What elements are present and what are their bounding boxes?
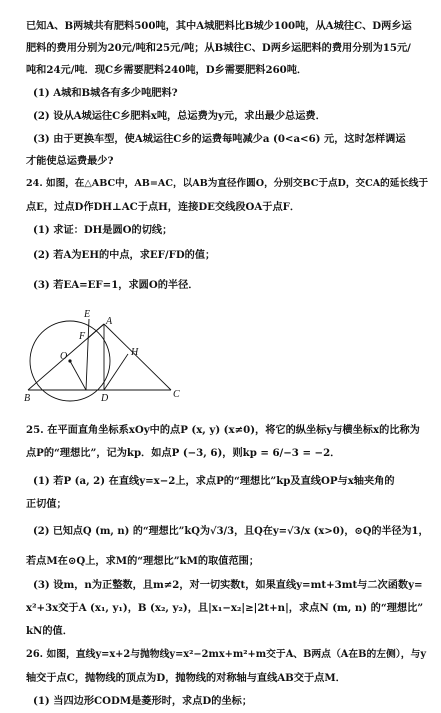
label-A: A xyxy=(106,316,113,327)
p24-q1: (1) 求证：DH是圆O的切线； xyxy=(33,224,173,236)
label-O: O xyxy=(60,351,68,362)
geometry-figure xyxy=(24,309,190,404)
p25-q3-line-1: (3) 设m，n为正整数，且m≠2，对一切实数t，如果直线y=mt+3mt与二次函数y= xyxy=(33,579,423,591)
p25-q2-line-1: (2) 已知点Q (m, n) 的“理想比”kQ为√3/3，且Q在y=√3/x (x>0)，⊙Q的半径为1， xyxy=(33,526,429,537)
p25-q3-line-3: kN的值． xyxy=(26,625,73,637)
p25-q3-line-2: x²+3x交于A (x₁, y₁)，B (x₂, y₂)，且|x₁−x₂|≥|2t+n|，求点N (m, n) 的“理想比” xyxy=(26,602,424,614)
p25-line-1: 25. 在平面直角坐标系xOy中的点P (x, y) (x≠0)，将它的纵坐标y与横坐标x的比称为 xyxy=(26,424,420,436)
label-H: H xyxy=(131,347,139,358)
p25-line-2: 点P的“理想比”，记为kp．如点P (−3, 6)，则kp = 6/−3 = −2． xyxy=(26,447,341,459)
p23-q3-line-2: 才能使总运费最少? xyxy=(26,155,114,167)
p26-line-1: 26. 如图，直线y=x+2与抛物线y=x²−2mx+m²+m交于A、B两点（A在B的左侧），与y xyxy=(26,649,427,660)
p24-line-1: 24. 如图，在△ABC中，AB=AC，以AB为直径作圆O，分别交BC于点D，交CA的延长线于 xyxy=(26,178,429,189)
label-C: C xyxy=(173,389,180,400)
p23-q1: (1) A城和B城各有多少吨肥料? xyxy=(33,87,178,99)
label-B: B xyxy=(24,393,31,404)
p26-line-2: 轴交于点C，抛物线的顶点为D，抛物线的对称轴与直线AB交于点M． xyxy=(26,672,346,684)
p23-line-1: 已知A、B两城共有肥料500吨，其中A城肥料比B城少100吨，从A城往C、D两乡运 xyxy=(26,20,412,32)
p24-q3: (3) 若EA=EF=1，求圆O的半径． xyxy=(33,279,199,291)
p23-q2: (2) 设从A城运往C乡肥料x吨，总运费为y元，求出最少总运费． xyxy=(33,110,326,122)
p24-line-2: 点E，过点D作DH⊥AC于点H，连接DE交线段OA于点F． xyxy=(26,201,301,213)
p25-q2-line-2: 若点M在⊙Q上，求M的“理想比”kM的取值范围； xyxy=(26,555,260,567)
p23-line-3: 吨和24元/吨．现C乡需要肥料240吨，D乡需要肥料260吨． xyxy=(26,64,308,76)
p25-q1-line-2: 正切值； xyxy=(26,498,67,510)
p26-q1: (1) 当四边形CODM是菱形时，求点D的坐标； xyxy=(33,695,253,707)
label-D: D xyxy=(101,393,109,404)
label-E: E xyxy=(84,309,91,320)
p24-q2: (2) 若A为EH的中点，求EF/FD的值； xyxy=(33,249,216,261)
label-F: F xyxy=(79,331,86,342)
p25-q1-line-1: (1) 若P (a, 2) 在直线y=x−2上，求点P的“理想比”kp及直线OP与x轴夹角的 xyxy=(33,475,395,487)
p23-q3-line-1: (3) 由于更换车型，使A城运往C乡的运费每吨减少a (0<a<6) 元，这时怎样调运 xyxy=(33,133,406,145)
p23-line-2: 肥料的费用分别为20元/吨和25元/吨；从B城往C、D两乡运肥料的费用分别为15元/ xyxy=(26,42,411,54)
